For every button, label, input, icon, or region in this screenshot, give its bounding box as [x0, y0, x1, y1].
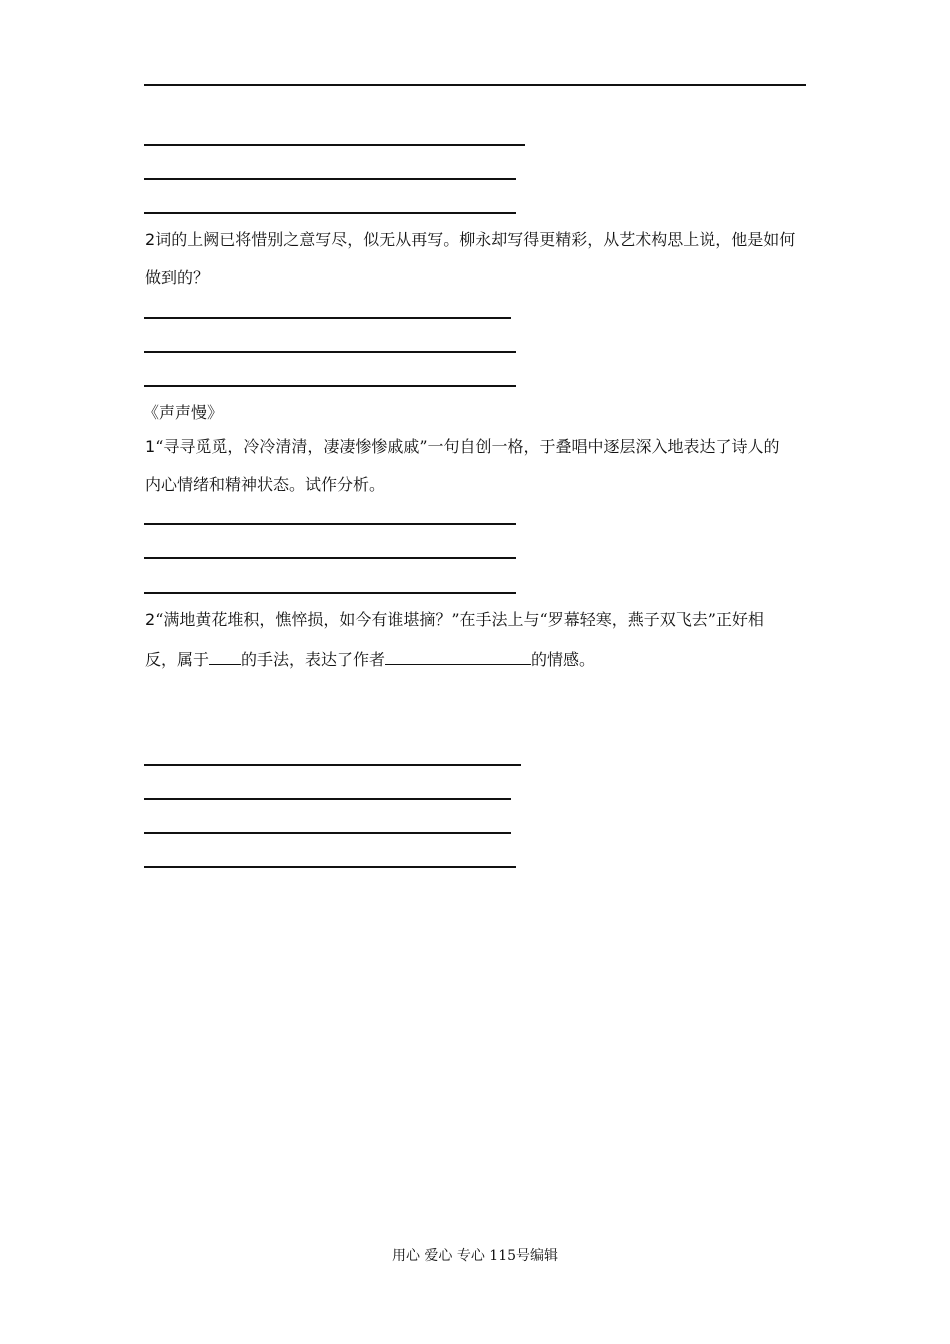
question-number: 1	[145, 437, 156, 456]
answer-line	[144, 385, 516, 387]
question-2-line-1	[145, 230, 795, 250]
question-number: 2	[145, 610, 156, 629]
question-text: 词的上阙已将惜别之意写尽，似无从再写。柳永却写得更精彩，从艺术构思上说，他是如何	[155, 230, 796, 249]
question-2b-line-1	[145, 610, 764, 630]
fill-in-blank[interactable]	[385, 648, 531, 665]
answer-line	[144, 832, 511, 834]
question-text: 反，属于	[145, 650, 210, 669]
question-number: 2	[145, 230, 156, 249]
answer-line	[144, 798, 511, 800]
answer-line	[144, 144, 525, 146]
question-text: “寻寻觅觅，冷冷清清，凄凄惨惨戚戚”一句自创一格，于叠唱中逐层深入地表达了诗人的	[155, 437, 780, 456]
question-1-line-1	[145, 437, 780, 457]
answer-line	[144, 764, 521, 766]
answer-line	[144, 592, 516, 594]
answer-line	[144, 523, 516, 525]
question-1-line-2: 内心情绪和精神状态。试作分析。	[145, 475, 386, 494]
answer-line	[144, 84, 806, 86]
fill-in-blank[interactable]	[209, 648, 241, 665]
page-footer: 用心 爱心 专心 115号编辑	[391, 1248, 559, 1264]
question-text: 的情感。	[531, 650, 596, 669]
answer-line	[144, 178, 516, 180]
question-2-line-2: 做到的？	[145, 268, 210, 287]
answer-line	[144, 317, 511, 319]
answer-line	[144, 351, 516, 353]
section-title: 《声声慢》	[143, 403, 224, 422]
question-2b-line-2	[145, 648, 595, 670]
question-text: “满地黄花堆积，憔悴损，如今有谁堪摘？”在手法上与“罗幕轻寒，燕子双飞去”正好相	[155, 610, 764, 629]
answer-line	[144, 866, 516, 868]
answer-line	[144, 212, 516, 214]
answer-line	[144, 557, 516, 559]
question-text: 的手法，表达了作者	[241, 650, 386, 669]
